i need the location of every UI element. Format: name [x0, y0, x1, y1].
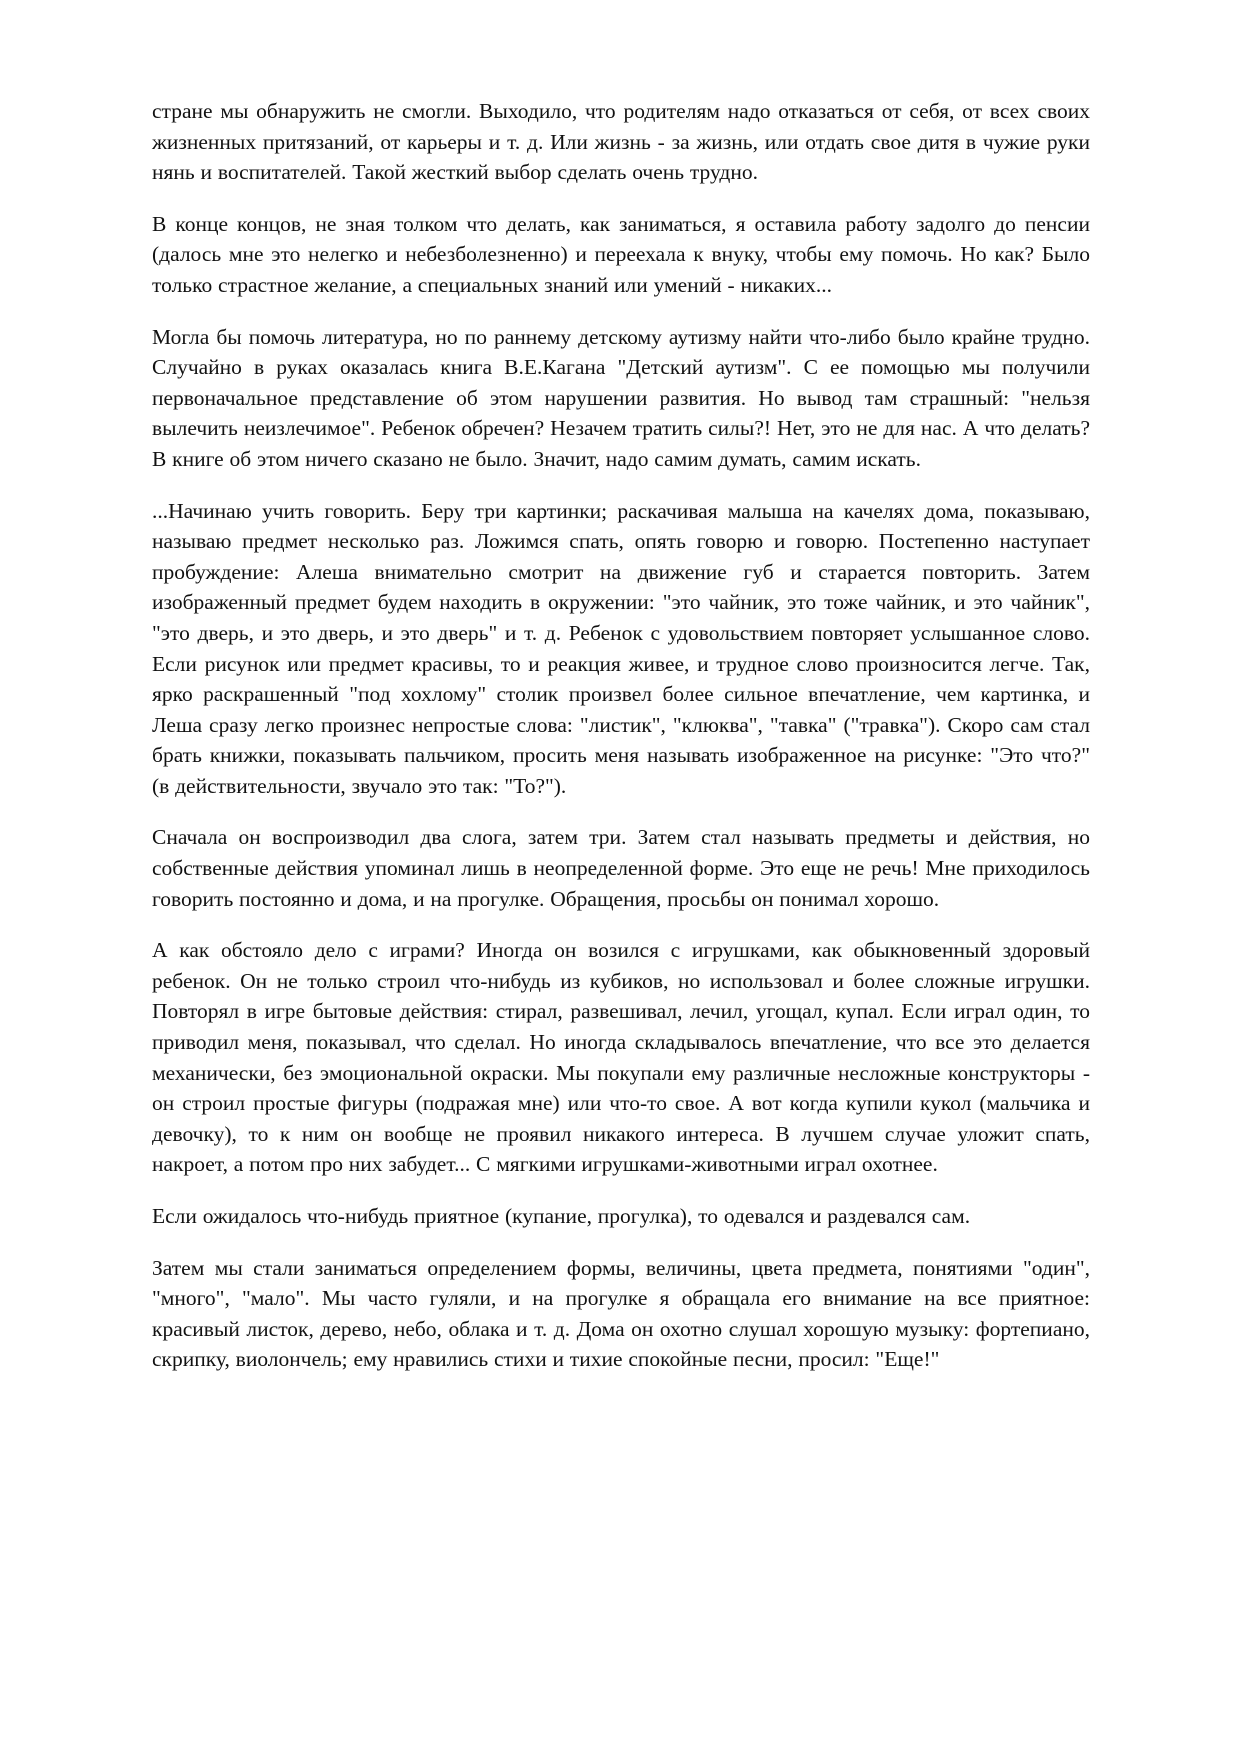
paragraph: А как обстояло дело с играми? Иногда он возился с игрушками, как обыкновенный здоровый ребенок. Он не только строил что-нибудь из кубиков, но использовал и более сложные игрушки. Повторял в игре бытовые действия: стирал, развешивал, лечил, угощал, купал. Если играл один, то приводил меня, показывал, что сделал. Но иногда складывалось впечатление, что все это делается механически, без эмоциональной окраски. Мы покупали ему различные несложные конструкторы - он строил простые фигуры (подражая мне) или что-то свое. А вот когда купили кукол (мальчика и девочку), то к ним он вообще не проявил никакого интереса. В лучшем случае уложит спать, накроет, а потом про них забудет... С мягкими игрушками-животными играл охотнее. — [152, 938, 1090, 1177]
paragraph: Сначала он воспроизводил два слога, затем три. Затем стал называть предметы и действия, но собственные действия упоминал лишь в неопределенной форме. Это еще не речь! Мне приходилось говорить постоянно и дома, и на прогулке. Обращения, просьбы он понимал хорошо. — [152, 825, 1090, 911]
text-column — [152, 96, 1090, 1375]
paragraph: Если ожидалось что-нибудь приятное (купание, прогулка), то одевался и раздевался сам. — [152, 1204, 971, 1228]
paragraph: ...Начинаю учить говорить. Беру три картинки; раскачивая малыша на качелях дома, показываю, называю предмет несколько раз. Ложимся спать, опять говорю и говорю. Постепенно наступает пробуждение: Алеша внимательно смотрит на движение губ и старается повторить. Затем изображенный предмет будем находить в окружении: "это чайник, это тоже чайник, и это чайник", "это дверь, и это дверь, и это дверь" и т. д. Ребенок с удовольствием повторяет услышанное слово. Если рисунок или предмет красивы, то и реакция живее, и трудное слово произносится легче. Так, ярко раскрашенный "под хохлому" столик произвел более сильное впечатление, чем картинка, и Леша сразу легко произнес непростые слова: "листик", "клюква", "тавка" ("травка"). Скоро сам стал брать книжки, показывать пальчиком, просить меня называть изображенное на рисунке: "Это что?" (в действительности, звучало это так: "То?"). — [152, 498, 1090, 798]
paragraph: Могла бы помочь литература, но по раннему детскому аутизму найти что-либо было крайне трудно. Случайно в руках оказалась книга В.Е.Кагана "Детский аутизм". С ее помощью мы получили первоначальное представление об этом нарушении развития. Но вывод там страшный: "нельзя вылечить неизлечимое". Ребенок обречен? Незачем тратить силы?! Нет, это не для нас. А что делать? В книге об этом ничего сказано не было. Значит, надо самим думать, самим искать. — [152, 324, 1090, 471]
paragraph: В конце концов, не зная толком что делать, как заниматься, я оставила работу задолго до пенсии (далось мне это нелегко и небезболезненно) и переехала к внуку, чтобы ему помочь. Но как? Было только страстное желание, а специальных знаний или умений - никаких... — [152, 211, 1090, 297]
paragraph: Затем мы стали заниматься определением формы, величины, цвета предмета, понятиями "один", "много", "мало". Мы часто гуляли, и на прогулке я обращала его внимание на все приятное: красивый листок, дерево, небо, облака и т. д. Дома он охотно слушал хорошую музыку: фортепиано, скрипку, виолончель; ему нравились стихи и тихие спокойные песни, просил: "Еще!" — [152, 1255, 1090, 1372]
paragraph: стране мы обнаружить не смогли. Выходило, что родителям надо отказаться от себя, от всех своих жизненных притязаний, от карьеры и т. д. Или жизнь - за жизнь, или отдать свое дитя в чужие руки нянь и воспитателей. Такой жесткий выбор сделать очень трудно. — [152, 99, 1090, 185]
